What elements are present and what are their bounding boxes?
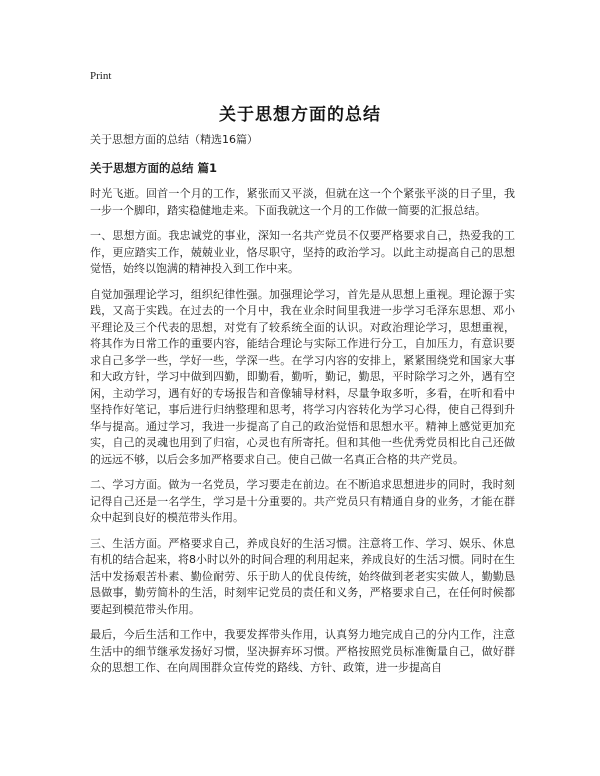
paragraph-study: 二、学习方面。做为一名党员，学习要走在前边。在不断追求思想进步的同时，我时刻记得自己还是一名学生，学习是十分重要的。共产党员只有精通自身的业务，才能在群众中起到良好的模范带头作用。 — [90, 478, 515, 524]
paragraph-life: 三、生活方面。严格要求自己，养成良好的生活习惯。注意将工作、学习、娱乐、休息有机的结合起来，将8小时以外的时间合理的利用起来，养成良好的生活习惯。同时在生活中发扬艰苦朴素、勤俭耐劳、乐于助人的优良传统，始终做到老老实实做人，勤勤恳恳做事，勤劳简朴的生活，时刻牢记党员的责任和义务，严格要求自己，在任何时候都要起到模范带头作用。 — [90, 536, 515, 616]
paragraph-conclusion: 最后，今后生活和工作中，我要发挥带头作用，认真努力地完成自己的分内工作，注意生活中的细节继承发扬好习惯，坚决摒弃坏习惯。严格按照党员标准衡量自己，做好群众的思想工作、在向周围群众宣传党的路线、方针、政策，进一步提高自 — [90, 628, 515, 674]
paragraph-intro: 时光飞逝。回首一个月的工作，紧张而又平淡，但就在这一个个紧张平淡的日子里，我一步一个脚印，踏实稳健地走来。下面我就这一个月的工作做一简要的汇报总结。 — [90, 187, 515, 217]
print-label: Print — [90, 70, 112, 82]
document-subtitle: 关于思想方面的总结（精选16篇） — [90, 133, 258, 146]
page-title: 关于思想方面的总结 — [219, 105, 381, 125]
section-heading: 关于思想方面的总结 篇1 — [90, 160, 218, 175]
document-body — [90, 132, 515, 686]
paragraph-theory-study: 自觉加强理论学习，组织纪律性强。加强理论学习，首先是从思想上重视。理论源于实践，又高于实践。在过去的一个月中，我在业余时间里我进一步学习毛泽东思想、邓小平理论及三个代表的思想，对党有了较系统全面的认识。对政治理论学习，思想重视，将其作为日常工作的重要内容，能结合理论与实际工作进行分工，自加压力，有意识要求自己多学一些，学好一些，学深一些。在学习内容的安排上，紧紧围绕党和国家大事和大政方针，学习中做到四勤，即勤看，勤听，勤记，勤思，平时除学习之外，遇有空闲，主动学习，遇有好的专场报告和音像辅导材料，尽量争取多听，多看，在听和看中坚持作好笔记，事后进行归纳整理和思考，将学习内容转化为学习心得，使自己得到升华与提高。通过学习，我进一步提高了自己的政治觉悟和思想水平。精神上感觉更加充实，自己的灵魂也用到了归宿，心灵也有所寄托。但和其他一些优秀党员相比自己还做的远远不够，以后会多加严格要求自己。使自己做一名真正合格的共产党员。 — [90, 287, 515, 466]
paragraph-thought: 一、思想方面。我忠诚党的事业，深知一名共产党员不仅要严格要求自己，热爱我的工作，更应踏实工作，兢兢业业，恪尽职守，坚持的政治学习。以此主动提高自己的思想觉悟，始终以饱满的精神投入到工作中来。 — [90, 229, 515, 275]
